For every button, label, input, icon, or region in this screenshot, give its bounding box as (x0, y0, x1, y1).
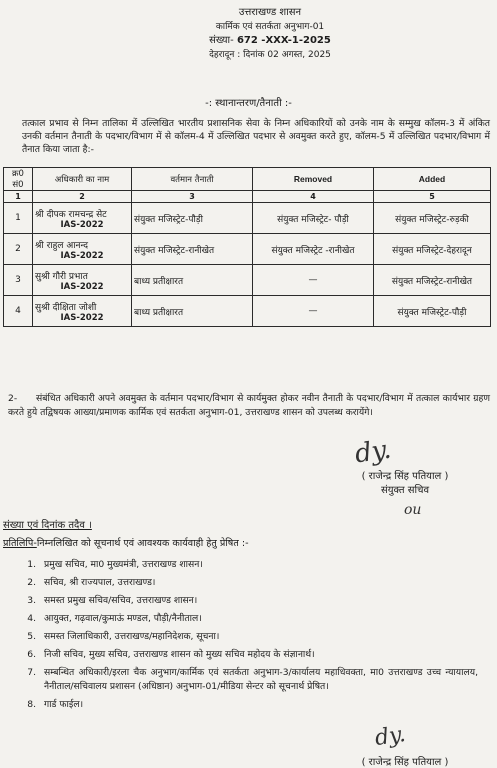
list-item: 7. सम्बन्धित अधिकारी/इरला चैक अनुभाग/कार्मिक एवं सतर्कता अनुभाग-3/कार्यालय महाधिवक्ता, मा0 उत्तराखण्ड उच्च न्यायालय, नैनीताल/सचिवालय प्रशासन (अधिष्ठान) अनुभाग-01/मीडिया सेन्टर को सूचनार्थ प्रेषित। (27, 667, 478, 692)
signature-mark: dy. (373, 721, 408, 752)
cell-officer-name (33, 234, 132, 265)
cell-removed: — (253, 265, 374, 296)
cell-removed: — (253, 296, 374, 327)
table-header-row (4, 168, 491, 191)
col-number: 1 (4, 191, 33, 203)
list-item: 8. गार्ड फाईल। (27, 699, 84, 710)
table-row (4, 203, 491, 234)
col-header-current: वर्तमान तैनाती (132, 168, 253, 191)
col-number: 4 (253, 191, 374, 203)
cell-current-posting: बाध्य प्रतीक्षारत (132, 265, 253, 296)
cell-added: संयुक्त मजिस्ट्रेट-पौड़ी (374, 296, 491, 327)
paragraph-text: संबंधित अधिकारी अपने अवमुक्त के वर्तमान पदभार/विभाग से कार्यमुक्त होकर नवीन तैनाती के पदभार/विभाग में तत्काल कार्यभार ग्रहण करते हुये तद्विषयक आख्या/प्रमाणक कार्मिक एवं सतर्कता अनुभाग-01, उत्तराखण्ड शासन को उपलब्ध करायेंगे। (8, 393, 490, 418)
signatory-name: ( राजेन्द्र सिंह पतियाल ) (361, 757, 449, 768)
officer-batch: IAS-2022 (60, 281, 104, 292)
letter-header (180, 6, 360, 62)
cell-sn: 4 (4, 296, 33, 327)
officer-name: श्री दीपक रामचन्द्र सेट (35, 209, 107, 220)
paragraph-number: 2- (8, 393, 18, 404)
cell-officer-name (33, 203, 132, 234)
officer-batch: IAS-2022 (60, 250, 104, 261)
cell-sn: 2 (4, 234, 33, 265)
cell-officer-name (33, 296, 132, 327)
list-item: 3. समस्त प्रमुख सचिव/सचिव, उत्तराखण्ड शासन। (27, 595, 198, 606)
order-number: संख्या- 672 -XXX-1-2025 (209, 35, 331, 46)
col-header-sn: क्र0 सं0 (4, 168, 33, 191)
officer-name: श्री राहुल आनन्द (35, 240, 89, 251)
cell-removed: संयुक्त मजिस्ट्रेट- पौड़ी (253, 203, 374, 234)
signatory-designation: संयुक्त सचिव (380, 485, 430, 496)
distribution-list (8, 558, 478, 716)
cell-sn: 3 (4, 265, 33, 296)
copy-to-label: प्रतिलिपि- (3, 538, 37, 549)
list-item: 6. निजी सचिव, मुख्य सचिव, उत्तराखण्ड शासन को मुख्य सचिव महोदय के संज्ञानार्थ। (27, 649, 315, 660)
officer-name: सुश्री दीक्षिता जोशी (35, 302, 97, 313)
signature-initials: ou (404, 502, 422, 518)
officer-batch: IAS-2022 (60, 312, 104, 323)
cell-added: संयुक्त मजिस्ट्रेट-रुड़की (374, 203, 491, 234)
list-item: 2. सचिव, श्री राज्यपाल, उत्तराखण्ड। (27, 577, 156, 588)
paragraph-2 (8, 392, 490, 420)
order-subject: -: स्थानान्तरण/तैनाती :- (205, 98, 292, 109)
signature-mark: dy. (353, 434, 394, 470)
table-row (4, 234, 491, 265)
cell-added: संयुक्त मजिस्ट्रेट-देहरादून (374, 234, 491, 265)
col-number: 2 (33, 191, 132, 203)
officer-name: सुश्री गौरी प्रभात (35, 271, 88, 282)
order-date: देहरादून : दिनांक 02 अगस्त, 2025 (209, 50, 331, 60)
govt-name: उत्तराखण्ड शासन (238, 7, 302, 18)
cell-officer-name (33, 265, 132, 296)
copy-to-text: निम्नलिखित को सूचनार्थ एवं आवश्यक कार्यवाही हेतु प्रेषित :- (36, 538, 249, 549)
transfer-table (3, 167, 491, 327)
cell-current-posting: बाध्य प्रतीक्षारत (132, 296, 253, 327)
cell-sn: 1 (4, 203, 33, 234)
officer-batch: IAS-2022 (60, 219, 104, 230)
col-header-removed: Removed (253, 168, 374, 191)
col-number: 5 (374, 191, 491, 203)
col-header-name: अधिकारी का नाम (33, 168, 132, 191)
col-number: 3 (132, 191, 253, 203)
reference-line: संख्या एवं दिनांक तदैव । (3, 520, 92, 531)
cell-added: संयुक्त मजिस्ट्रेट-रानीखेत (374, 265, 491, 296)
copy-to-line (3, 536, 249, 549)
signatory-block (345, 470, 465, 498)
signatory-name: ( राजेन्द्र सिंह पतियाल ) (361, 471, 449, 482)
list-item: 5. समस्त जिलाधिकारी, उत्तराखण्ड/महानिदेशक, सूचना। (27, 631, 220, 642)
list-item: 1. प्रमुख सचिव, मा0 मुख्यमंत्री, उत्तराखण्ड शासन। (27, 559, 203, 570)
department-name: कार्मिक एवं सतर्कता अनुभाग-01 (215, 22, 325, 32)
cell-current-posting: संयुक्त मजिस्ट्रेट-पौड़ी (132, 203, 253, 234)
cell-current-posting: संयुक्त मजिस्ट्रेट-रानीखेत (132, 234, 253, 265)
cell-removed: संयुक्त मजिस्ट्रेट -रानीखेत (253, 234, 374, 265)
col-header-added: Added (374, 168, 491, 191)
table-row (4, 265, 491, 296)
intro-paragraph: तत्काल प्रभाव से निम्न तालिका में उल्लिखित भारतीय प्रशासनिक सेवा के निम्न अधिकारियों को उनके नाम के सम्मुख कॉलम-3 में अंकित उनकी वर्तमान तैनाती के पदभार/विभाग में से कॉलम-4 में उल्लिखित पदभार से अवमुक्त करते हुए, कॉलम-5 में उल्लिखित पदभार/विभाग में तैनात किया जाता है:- (22, 118, 490, 155)
column-number-row (4, 191, 491, 203)
list-item: 4. आयुक्त, गढ़वाल/कुमाऊं मण्डल, पौड़ी/नैनीताल। (27, 613, 202, 624)
table-row (4, 296, 491, 327)
